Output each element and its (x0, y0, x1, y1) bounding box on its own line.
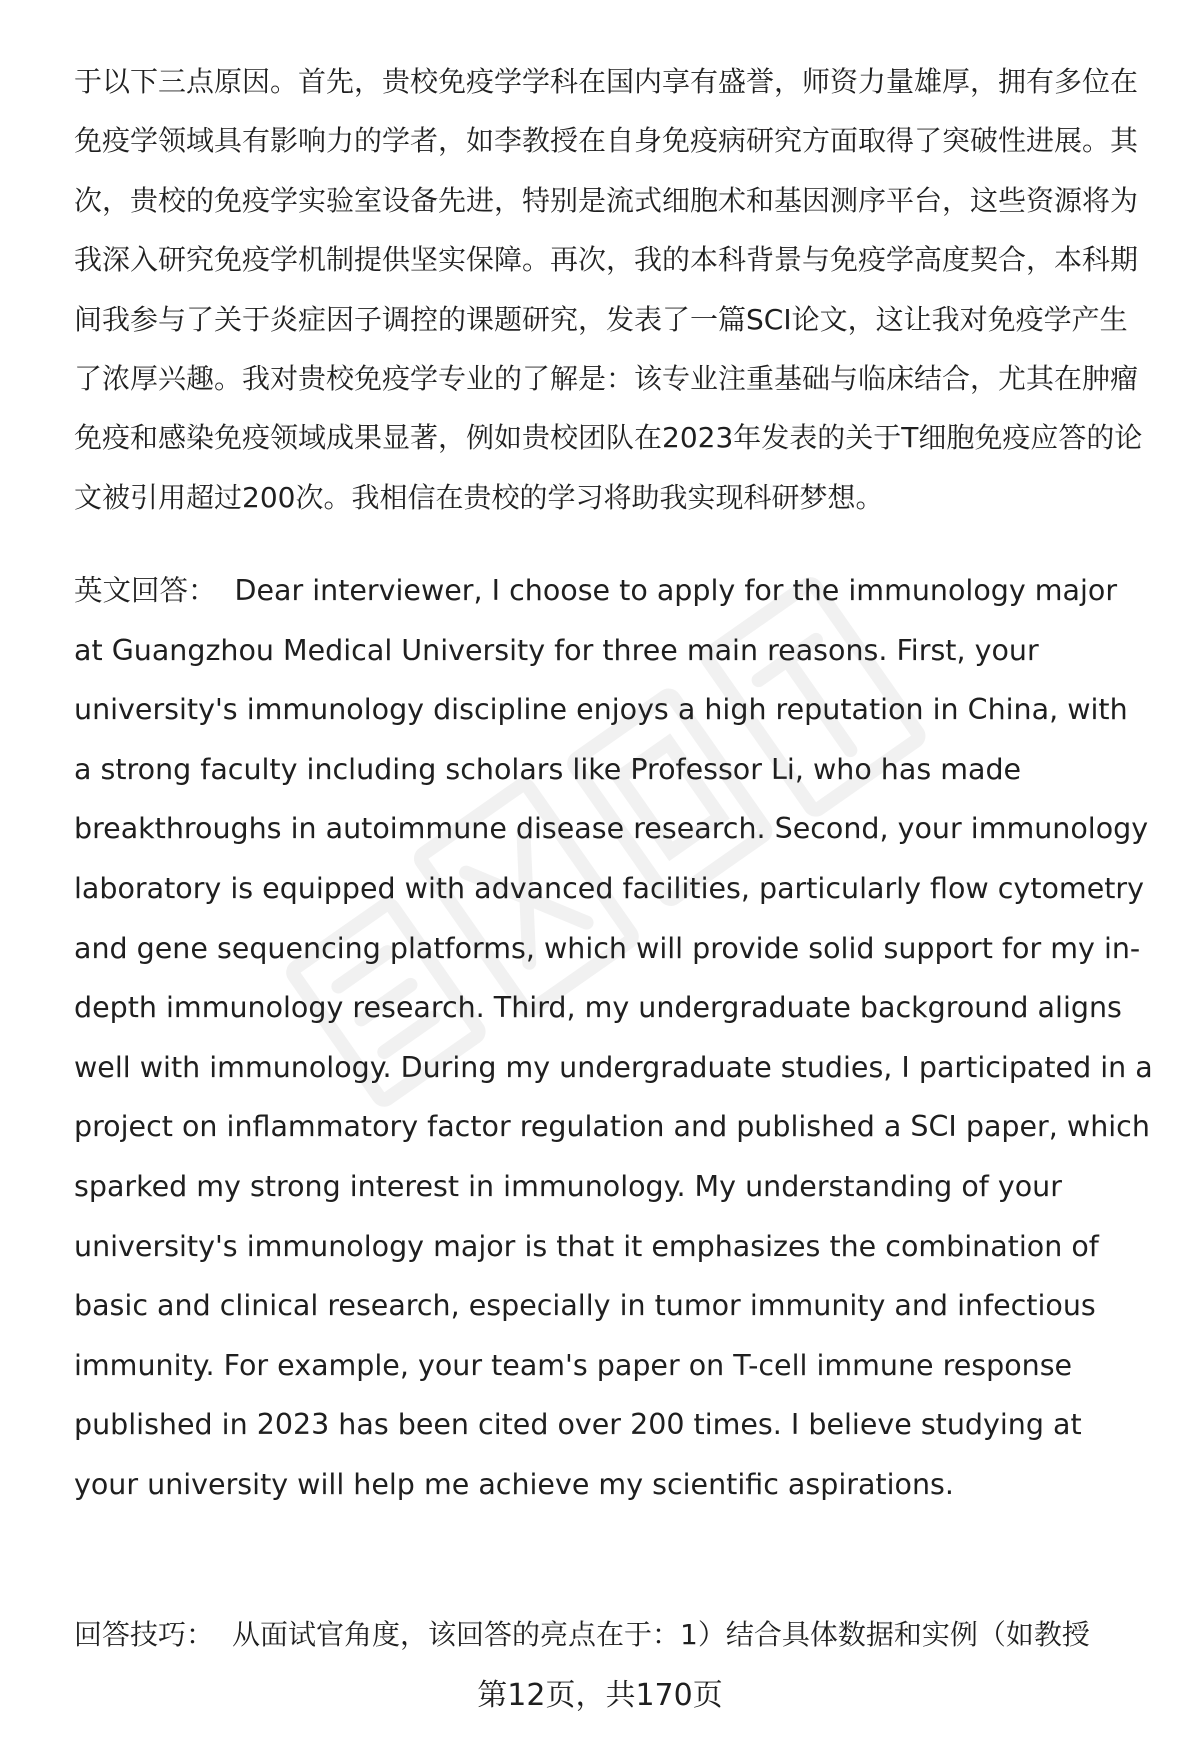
english-answer-text: Dear interviewer, I choose to apply for the immunology major at Guangzhou Medical University for three main reasons. First, your university's immunology discipline enjoys a high reputation in China, with a strong faculty including scholars like Professor Li, who has made breakthroughs in autoimmune disease research. Second, your immunology laboratory is equipped with advanced facilities, particularly flow cytometry and gene sequencing platforms, which will provide solid support for my in-depth immunology research. Third, my undergraduate background aligns well with immunology. During my undergraduate studies, I participated in a project on inflammatory factor regulation and published a SCI paper, which sparked my strong interest in immunology. My understanding of your university's immunology major is that it emphasizes the combination of basic and clinical research, especially in tumor immunity and infectious immunity. For example, your team's paper on T-cell immune response published in 2023 has been cited over 200 times. I believe studying at your university will help me achieve my scientific aspirations. (74, 574, 1153, 1501)
english-answer-paragraph (74, 561, 1154, 1515)
answer-tips-text: 从面试官角度，该回答的亮点在于：1）结合具体数据和实例（如教授 (232, 1618, 1090, 1651)
answer-tips-label: 回答技巧： (74, 1618, 215, 1651)
answer-tips-paragraph (74, 1605, 1154, 1664)
english-answer-label: 英文回答： (74, 574, 217, 607)
page-number-footer: 第12页，共170页 (477, 1678, 723, 1713)
chinese-answer-paragraph: 于以下三点原因。首先，贵校免疫学学科在国内享有盛誉，师资力量雄厚，拥有多位在免疫学领域具有影响力的学者，如李教授在自身免疫病研究方面取得了突破性进展。其次，贵校的免疫学实验室设备先进，特别是流式细胞术和基因测序平台，这些资源将为我深入研究免疫学机制提供坚实保障。再次，我的本科背景与免疫学高度契合，本科期间我参与了关于炎症因子调控的课题研究，发表了一篇SCI论文，这让我对免疫学产生了浓厚兴趣。我对贵校免疫学专业的了解是：该专业注重基础与临床结合，尤其在肿瘤免疫和感染免疫领域成果显著，例如贵校团队在2023年发表的关于T细胞免疫应答的论文被引用超过200次。我相信在贵校的学习将助我实现科研梦想。 (74, 65, 1143, 514)
